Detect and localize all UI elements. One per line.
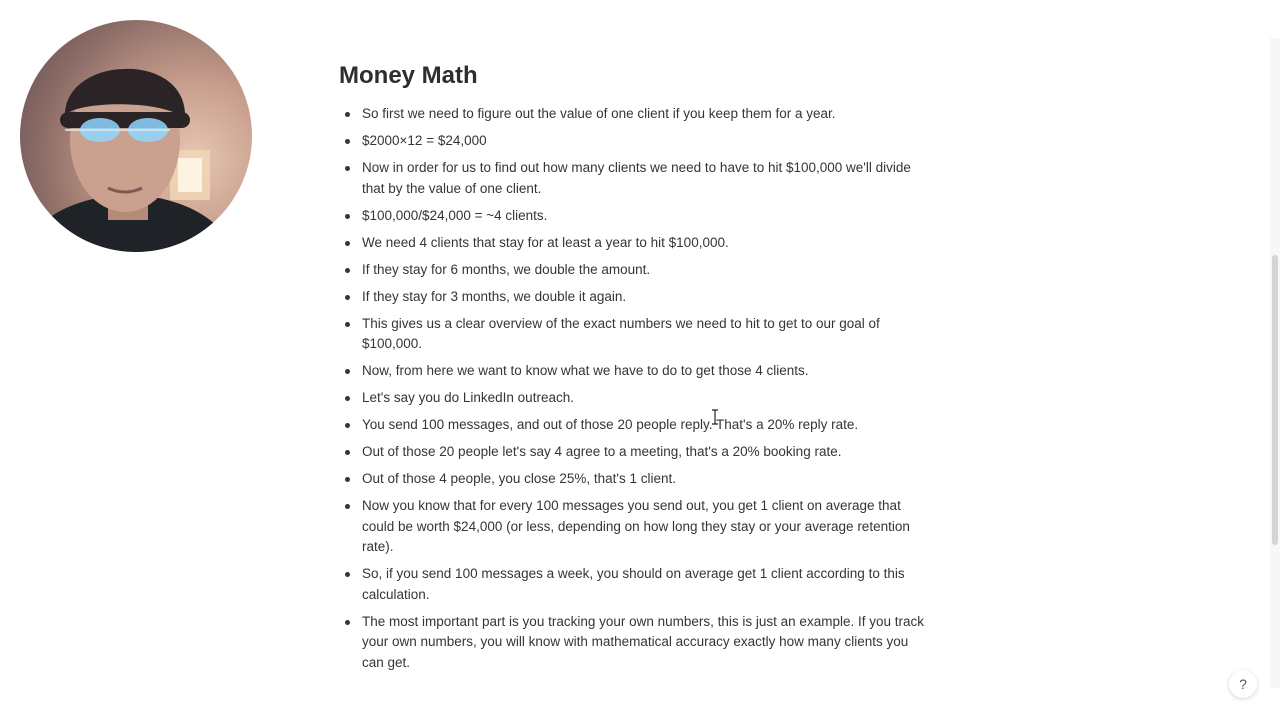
page-content bbox=[339, 58, 939, 680]
list-item: If they stay for 6 months, we double the amount. bbox=[339, 260, 932, 281]
list-item: Now, from here we want to know what we have to do to get those 4 clients. bbox=[339, 361, 932, 382]
list-item: Out of those 20 people let's say 4 agree to a meeting, that's a 20% booking rate. bbox=[339, 442, 932, 463]
list-item: $2000×12 = $24,000 bbox=[339, 131, 932, 152]
scrollbar-thumb[interactable] bbox=[1272, 255, 1278, 545]
content-fade bbox=[339, 677, 959, 720]
list-item: We need 4 clients that stay for at least a year to hit $100,000. bbox=[339, 233, 932, 254]
list-item: So first we need to figure out the value of one client if you keep them for a year. bbox=[339, 104, 932, 125]
presenter-video bbox=[20, 20, 252, 252]
list-item: Let's say you do LinkedIn outreach. bbox=[339, 388, 932, 409]
page-title: Money Math bbox=[339, 62, 478, 89]
list-item: So, if you send 100 messages a week, you should on average get 1 client according to this calculation. bbox=[339, 564, 932, 605]
list-item: Out of those 4 people, you close 25%, that's 1 client. bbox=[339, 469, 932, 490]
list-item: Now you know that for every 100 messages you send out, you get 1 client on average that could be worth $24,000 (or less, depending on how long they stay or your average retention rate). bbox=[339, 496, 932, 558]
list-item: This gives us a clear overview of the exact numbers we need to hit to get to our goal of $100,000. bbox=[339, 314, 932, 355]
bullet-list bbox=[339, 104, 939, 673]
webcam-overlay bbox=[20, 20, 252, 252]
list-item: You send 100 messages, and out of those 20 people reply. That's a 20% reply rate. bbox=[339, 415, 932, 436]
text-cursor-icon bbox=[711, 409, 719, 425]
question-mark-icon: ? bbox=[1239, 676, 1247, 692]
list-item: If they stay for 3 months, we double it again. bbox=[339, 287, 932, 308]
list-item: The most important part is you tracking your own numbers, this is just an example. If you track your own numbers, you will know with mathematical accuracy exactly how many clients you can get. bbox=[339, 612, 932, 674]
list-item: Now in order for us to find out how many clients we need to have to hit $100,000 we'll divide that by the value of one client. bbox=[339, 158, 932, 199]
help-button[interactable] bbox=[1229, 670, 1257, 698]
list-item: $100,000/$24,000 = ~4 clients. bbox=[339, 206, 932, 227]
